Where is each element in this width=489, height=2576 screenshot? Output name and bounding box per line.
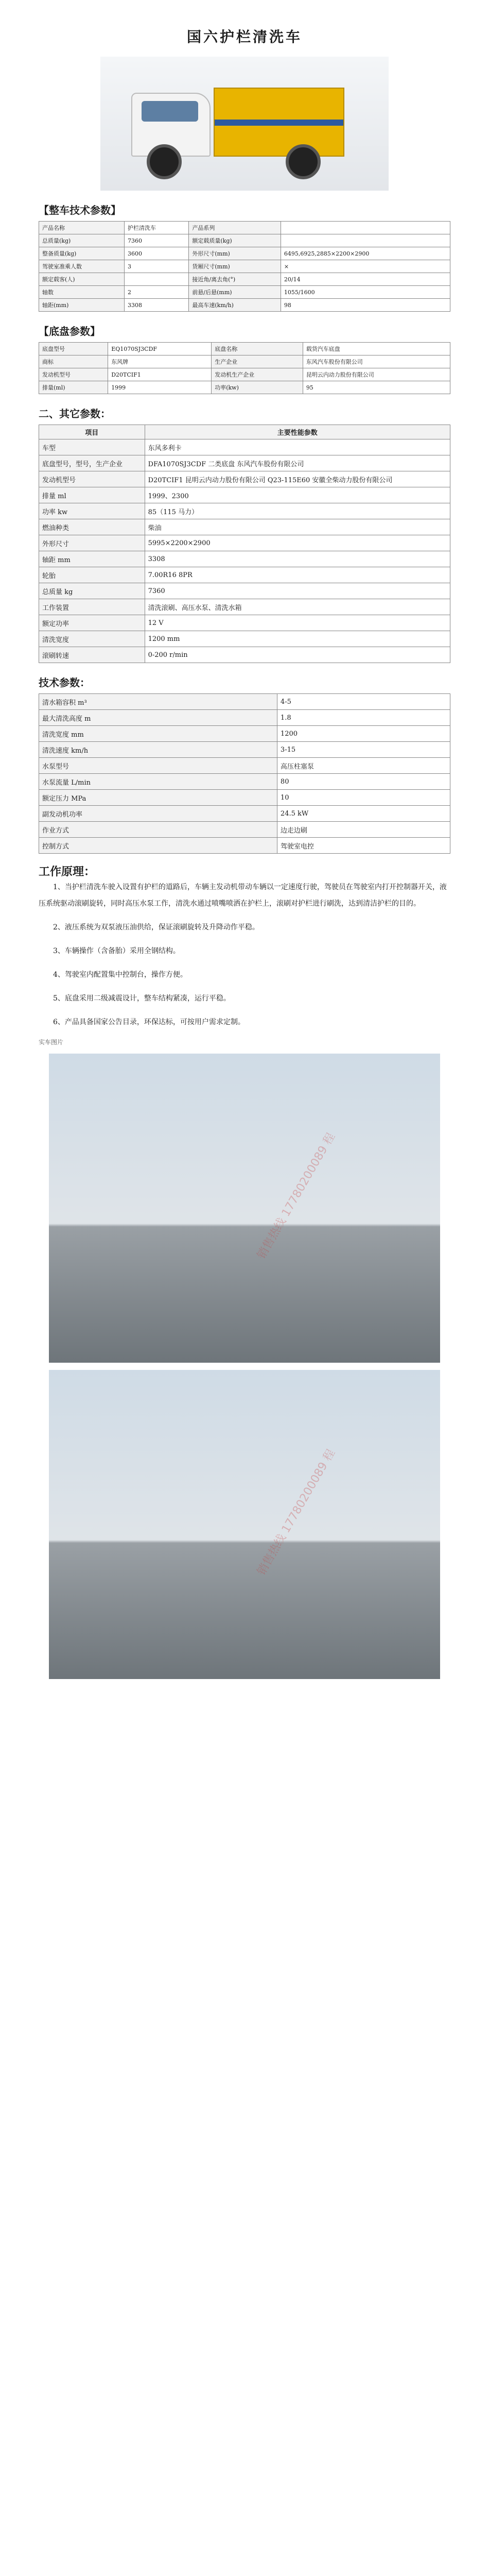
table1-cell: 3600 (124, 247, 188, 260)
table1-row (39, 286, 450, 299)
table1-cell: 驾驶室准乘人数 (39, 260, 125, 273)
table3-cell: 最大清洗高度 m (39, 710, 277, 726)
work-paragraph: 1、当护栏清洗车驶入设置有护栏的道路后，车辆主发动机带动车辆以一定速度行驶，驾驶员在驾驶室内打开控制器开关，液压系统驱动滚刷旋转，同时高压水泵工作，清洗水通过喷嘴喷洒在护栏上，滚刷对护栏进行刷洗，达到清洁护栏的目的。 (39, 883, 447, 908)
hero-image (100, 57, 389, 191)
table3-cell: 控制方式 (39, 838, 277, 854)
table1-row (39, 260, 450, 273)
table2-cell: DFA1070SJ3CDF 二类底盘 东风汽车股份有限公司 (145, 455, 450, 471)
table2-cell: 7360 (145, 583, 450, 599)
chassis-cell: 1999 (108, 381, 212, 394)
truck-stripe (215, 120, 343, 126)
chassis-label: 【底盘参数】 (39, 325, 100, 337)
table2-cell: 功率 kw (39, 503, 145, 519)
table3-row (39, 838, 450, 854)
work-paragraph: 6、产品具备国家公告目录，环保达标，可按用户需求定制。 (53, 1018, 245, 1026)
table1-row (39, 273, 450, 286)
chassis-cell: 发动机生产企业 (212, 368, 303, 381)
truck-photo-1 (49, 1054, 440, 1363)
table1-cell: 货厢尺寸(mm) (189, 260, 281, 273)
table2-col-value: 主要性能参数 (145, 425, 450, 439)
table3-row (39, 822, 450, 838)
watermark-2: 销售热线 17780200089 程 (255, 1447, 338, 1578)
chassis-cell: 95 (303, 381, 450, 394)
table2-cell: 85（115 马力） (145, 503, 450, 519)
chassis-cell: 底盘名称 (212, 343, 303, 355)
table1-cell (281, 234, 450, 247)
table1-cell: 98 (281, 299, 450, 312)
table3-row (39, 758, 450, 774)
table2-cell: 东风多利卡 (145, 439, 450, 455)
table1-cell: 3 (124, 260, 188, 273)
chassis-cell: 东风牌 (108, 355, 212, 368)
table2-cell: 轮胎 (39, 567, 145, 583)
table3-cell: 额定压力 MPa (39, 790, 277, 806)
table1-row (39, 234, 450, 247)
section2-heading: 二、其它参数： (39, 408, 111, 420)
table1-cell: 2 (124, 286, 188, 299)
table3-cell: 4-5 (277, 694, 450, 710)
table2-cell: 5995×2200×2900 (145, 535, 450, 551)
table1-cell: 7360 (124, 234, 188, 247)
chassis-cell: 生产企业 (212, 355, 303, 368)
table2-cell: 底盘型号，型号，生产企业 (39, 455, 145, 471)
table3-cell: 水泵流量 L/min (39, 774, 277, 790)
chassis-cell: D20TCIF1 (108, 368, 212, 381)
table2-cell: 清洗宽度 (39, 631, 145, 647)
chassis-table (39, 342, 450, 394)
table2-row (39, 567, 450, 583)
table2-cell: 额定功率 (39, 615, 145, 631)
table3-row (39, 726, 450, 742)
table2-cell: 轴距 mm (39, 551, 145, 567)
table1-cell: 整备质量(kg) (39, 247, 125, 260)
table2-cell: 柴油 (145, 519, 450, 535)
truck-body (214, 88, 344, 157)
table2-row (39, 455, 450, 471)
table2-row (39, 487, 450, 503)
table1-cell: 前悬/后悬(mm) (189, 286, 281, 299)
table1-cell: 轴数 (39, 286, 125, 299)
table2-row (39, 583, 450, 599)
table1-row (39, 247, 450, 260)
table1-cell: 产品系列 (189, 222, 281, 234)
table2-cell: 燃油种类 (39, 519, 145, 535)
table3-cell: 驾驶室电控 (277, 838, 450, 854)
page-title: 国六护栏清洗车 (186, 28, 302, 45)
spec-table-1 (39, 221, 450, 312)
table2-cell: 0-200 r/min (145, 647, 450, 663)
watermark-1: 销售热线 17780200089 程 (255, 1130, 338, 1262)
table2-cell: 1999、2300 (145, 487, 450, 503)
table1-cell (124, 273, 188, 286)
chassis-cell: 昆明云内动力股份有限公司 (303, 368, 450, 381)
table2-cell: 12 V (145, 615, 450, 631)
table1-cell: 轴距(mm) (39, 299, 125, 312)
chassis-row (39, 381, 450, 394)
truck-photo-2 (49, 1370, 440, 1679)
table1-cell: 3308 (124, 299, 188, 312)
table1-cell: 护栏清洗车 (124, 222, 188, 234)
table3-cell: 水泵型号 (39, 758, 277, 774)
section3-heading: 技术参数： (39, 676, 90, 689)
table2-cell: 排量 ml (39, 487, 145, 503)
table3-cell: 3-15 (277, 742, 450, 758)
table1-cell: 接近角/离去角(°) (189, 273, 281, 286)
table1-cell: 6495,6925,2885×2200×2900 (281, 247, 450, 260)
work-paragraph: 3、车辆操作（含备胎）采用全钢结构。 (53, 947, 180, 955)
table1-cell: 总质量(kg) (39, 234, 125, 247)
table2-row (39, 615, 450, 631)
table1-cell: 20/14 (281, 273, 450, 286)
chassis-row (39, 368, 450, 381)
table3-row (39, 790, 450, 806)
table2-cell: 外形尺寸 (39, 535, 145, 551)
chassis-cell: EQ1070SJ3CDF (108, 343, 212, 355)
chassis-cell: 商标 (39, 355, 108, 368)
table1-cell: 额定载客(人) (39, 273, 125, 286)
table2-cell: 滚刷转速 (39, 647, 145, 663)
table3-row (39, 694, 450, 710)
chassis-cell: 载货汽车底盘 (303, 343, 450, 355)
table2-row (39, 439, 450, 455)
table2-row (39, 503, 450, 519)
table1-cell: 产品名称 (39, 222, 125, 234)
photo-caption: 实车图片 (39, 1039, 64, 1046)
table2-row (39, 535, 450, 551)
table1-row (39, 222, 450, 234)
table2-row (39, 647, 450, 663)
table3-cell: 80 (277, 774, 450, 790)
table2-cell: D20TCIF1 昆明云内动力股份有限公司 Q23-115E60 安徽全柴动力股份有限公司 (145, 471, 450, 487)
table2-cell: 3308 (145, 551, 450, 567)
page (39, 0, 450, 1686)
table1-label: 【整车技术参数】 (39, 204, 121, 216)
table2-cell: 1200 mm (145, 631, 450, 647)
work-principle (39, 863, 450, 1030)
table3-cell: 副发动机功率 (39, 806, 277, 822)
table3-cell: 1200 (277, 726, 450, 742)
chassis-cell: 排量(ml) (39, 381, 108, 394)
table3-row (39, 806, 450, 822)
table1-cell: 最高车速(km/h) (189, 299, 281, 312)
table1-row (39, 299, 450, 312)
table2-row (39, 631, 450, 647)
table3-row (39, 774, 450, 790)
table2-row (39, 599, 450, 615)
table1-cell (281, 222, 450, 234)
spec-table-3 (39, 693, 450, 854)
table2-row (39, 471, 450, 487)
chassis-cell: 东风汽车股份有限公司 (303, 355, 450, 368)
chassis-cell: 底盘型号 (39, 343, 108, 355)
table2-cell: 清洗滚刷、高压水泵、清洗水箱 (145, 599, 450, 615)
truck-window (142, 101, 198, 122)
table2-cell: 7.00R16 8PR (145, 567, 450, 583)
table3-cell: 24.5 kW (277, 806, 450, 822)
table1-cell: × (281, 260, 450, 273)
table3-cell: 清水箱容积 m³ (39, 694, 277, 710)
table2-row (39, 519, 450, 535)
table3-cell: 1.8 (277, 710, 450, 726)
table1-cell: 外形尺寸(mm) (189, 247, 281, 260)
spec-table-2 (39, 425, 450, 663)
chassis-cell: 发动机型号 (39, 368, 108, 381)
table2-cell: 车型 (39, 439, 145, 455)
chassis-row (39, 343, 450, 355)
work-paragraph: 4、驾驶室内配置集中控制台，操作方便。 (53, 971, 187, 979)
table2-cell: 发动机型号 (39, 471, 145, 487)
work-paragraph: 2、液压系统为双泵液压油供给，保证滚刷旋转及升降动作平稳。 (53, 923, 259, 931)
table3-cell: 作业方式 (39, 822, 277, 838)
rear-wheel (286, 144, 321, 179)
table3-cell: 清洗速度 km/h (39, 742, 277, 758)
chassis-row (39, 355, 450, 368)
table2-col-item: 项目 (39, 425, 145, 439)
table3-row (39, 742, 450, 758)
section4-heading: 工作原理： (39, 865, 96, 878)
table2-cell: 工作装置 (39, 599, 145, 615)
table3-cell: 清洗宽度 mm (39, 726, 277, 742)
table2-row (39, 551, 450, 567)
table3-cell: 边走边刷 (277, 822, 450, 838)
table2-cell: 总质量 kg (39, 583, 145, 599)
table3-cell: 10 (277, 790, 450, 806)
table1-cell: 额定载质量(kg) (189, 234, 281, 247)
front-wheel (147, 144, 182, 179)
table3-cell: 高压柱塞泵 (277, 758, 450, 774)
chassis-cell: 功率(kw) (212, 381, 303, 394)
work-paragraph: 5、底盘采用二级减震设计，整车结构紧凑，运行平稳。 (53, 994, 231, 1003)
table1-cell: 1055/1600 (281, 286, 450, 299)
table3-row (39, 710, 450, 726)
